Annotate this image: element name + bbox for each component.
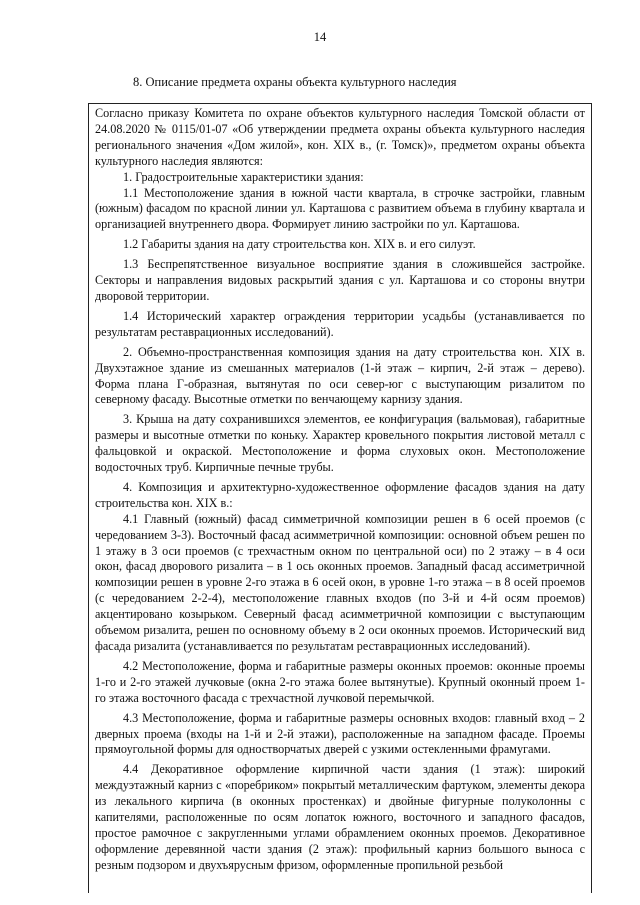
paragraph-1-1: 1.1 Местоположение здания в южной части квартала, в строчке застройки, главным (южным) фасадом по красной линии ул. Карташова с развитием объема в глубину квартала и организацией внутреннего двора. Формирует линию застройки по ул. Карташова. — [95, 185, 585, 232]
paragraph-1: 1. Градостроительные характеристики здания: — [123, 169, 364, 184]
paragraph-1-3: 1.3 Беспрепятственное визуальное восприятие здания в сложившейся застройке. Секторы и направления видовых раскрытий здания с ул. Карташова и со стороны внутри дворовой территории. — [95, 257, 585, 303]
protection-subject-frame — [88, 103, 592, 893]
paragraph-1-4: 1.4 Исторический характер ограждения территории усадьбы (устанавливается по результатам реставрационных исследований). — [95, 308, 585, 339]
paragraph-3: 3. Крыша на дату сохранившихся элементов, ее конфигурация (вальмовая), габаритные размеры и высотные отметки по коньку. Характер кровельного покрытия листовой металл с фальцовкой и окраской. Местоположение и форма слуховых окон. Местоположение водосточных труб. Кирпичные печные трубы. — [95, 412, 585, 475]
paragraph-4: 4. Композиция и архитектурно-художественное оформление фасадов здания на дату строительства кон. XIX в.: — [95, 479, 585, 510]
intro-paragraph: Согласно приказу Комитета по охране объектов культурного наследия Томской области от 24.08.2020 № 0115/01-07 «Об утверждении предмета охраны объекта культурного наследия регионального значения «Дом жилой», кон. XIX в., (г. Томск)», предметом охраны объекта культурного наследия являются: — [95, 106, 585, 168]
section-heading: 8. Описание предмета охраны объекта культурного наследия — [133, 75, 457, 89]
paragraph-4-2: 4.2 Местоположение, форма и габаритные размеры оконных проемов: оконные проемы 1-го и 2-го этажей лучковые (окна 2-го этажа более вытянутые). Крупный оконный проем 1-го этажа восточного фасада с трехчастной лучковой перемычкой. — [95, 658, 585, 705]
paragraph-2: 2. Объемно-пространственная композиция здания на дату строительства кон. XIX в. Двухэтажное здание из смешанных материалов (1-й этаж – кирпич, 2-й этаж – дерево). Форма плана Г-образная, вытянутая по оси север-юг с выступающим ризалитом по северному фасаду. Высотные отметки по венчающему карнизу здания. — [95, 344, 585, 407]
page-number: 14 — [313, 30, 327, 44]
paragraph-1-2: 1.2 Габариты здания на дату строительства кон. XIX в. и его силуэт. — [123, 237, 476, 252]
paragraph-4-3: 4.3 Местоположение, форма и габаритные размеры основных входов: главный вход – 2 дверных проема (входы на 1-й и 2-й этажи), расположенные на западном фасаде. Проемы прямоугольной формы для одностворчатых дверей с узкими остекленными фрамугами. — [95, 710, 585, 757]
paragraph-4-4: 4.4 Декоративное оформление кирпичной части здания (1 этаж): широкий междуэтажный карниз с «поребриком» покрытый металлическим фартуком, элементы декора из лекального кирпича (в оконных простенках) и двойные фигурные полуколонны с капителями, расположенные по осям лопаток южного, восточного и западного фасадов, простое рамочное с закругленными углами обрамлением оконных проемов. Декоративное оформление деревянной части здания (2 этаж): профильный карниз большого выноса с резным подзором и двухъярусным фризом, оформленные пропильной резьбой — [95, 762, 585, 872]
paragraph-4-1: 4.1 Главный (южный) фасад симметричной композиции решен в 6 осей проемов (с чередованием 3-3). Восточный фасад асимметричной композиции: основной объем решен по 1 этажу в 3 оси проемов (с трехчастным окном по центральной оси) по 2 этажу – в 4 оси окон, фасад дворового ризалита – в 1 ось оконных проемов. Западный фасад ассиметричной композиции решен в уровне 2-го этажа в 6 осей окон, в уровне 1-го этажа – в 8 осей проемов (с чередованием 2-2-4), местоположение главных входов (по 3-й и 4-й осям проемов) акцентировано козырьком. Северный фасад асимметричной композиции с выступающим объемом ризалита, решен по основному объему в 2 оси оконных проемов. Исторический вид фасада ризалита (устанавливается по результатам реставрационных исследований). — [95, 511, 585, 653]
